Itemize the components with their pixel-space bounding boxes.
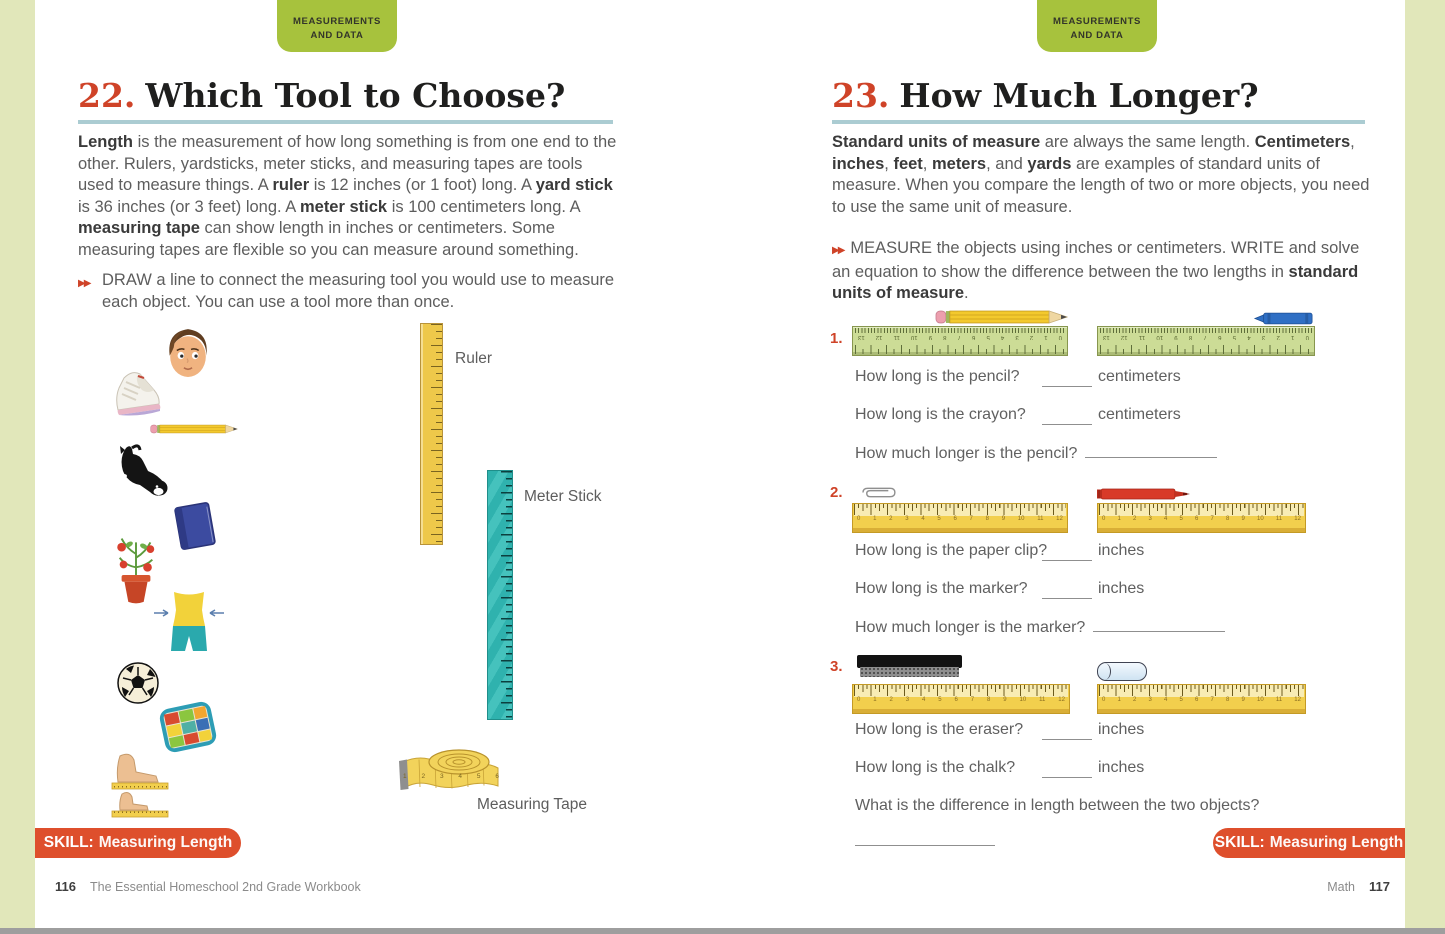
question-row xyxy=(855,618,1225,637)
question-label: How long is the chalk? xyxy=(855,759,1016,776)
pencil-to-measure xyxy=(935,309,1068,325)
page-number: 116 xyxy=(55,879,76,894)
question-row xyxy=(855,797,1259,815)
answer-blank xyxy=(1042,411,1092,425)
question-row xyxy=(855,406,1181,424)
title-underline xyxy=(832,120,1365,124)
unit-label: inches xyxy=(1098,721,1145,738)
question-label: How long is the crayon? xyxy=(855,406,1026,423)
question-label: How long is the paper clip? xyxy=(855,542,1048,559)
meter-stick-label: Meter Stick xyxy=(524,488,602,505)
pencil-illustration xyxy=(150,421,238,437)
question-row xyxy=(855,721,1145,739)
marker-to-measure xyxy=(1095,486,1191,502)
feet-on-rulers-illustration xyxy=(106,750,170,818)
question-label: How long is the marker? xyxy=(855,580,1028,597)
book-title: The Essential Homeschool 2nd Grade Workbook xyxy=(89,880,361,894)
tab-label-line2: AND DATA xyxy=(310,30,364,41)
skill-label: SKILL: xyxy=(1214,834,1265,851)
tab-label-line1: MEASUREMENTS xyxy=(293,15,381,27)
title-underline xyxy=(78,120,613,124)
lesson-title: How Much Longer? xyxy=(899,76,1259,115)
unit-label: inches xyxy=(1098,580,1145,597)
direction-arrow-icon: ▶▶ xyxy=(78,278,90,289)
unit-label: inches xyxy=(1098,542,1145,559)
answer-blank xyxy=(1042,585,1092,599)
waist-measure-illustration xyxy=(152,588,226,658)
soccer-ball-illustration xyxy=(116,661,160,705)
unit-label: inches xyxy=(1098,759,1145,776)
answer-blank xyxy=(1042,547,1092,561)
question-label: How much longer is the marker? xyxy=(855,619,1086,636)
ruler-label: Ruler xyxy=(455,350,493,367)
lesson-title: Which Tool to Choose? xyxy=(145,76,566,115)
paper-clip-to-measure xyxy=(857,485,899,500)
inch-ruler: 0 1 2 3 4 5 6 7 8 9 10 11 12 xyxy=(1097,503,1306,533)
chalk-to-measure xyxy=(1097,662,1147,681)
centimeter-ruler: 0 1 2 3 4 5 6 7 8 9 10 11 12 13 xyxy=(1097,326,1315,356)
question-row xyxy=(855,368,1181,386)
answer-blank xyxy=(1085,444,1217,458)
sneaker-illustration xyxy=(110,370,164,416)
skill-value: Measuring Length xyxy=(1269,834,1404,851)
tab-label-line2: AND DATA xyxy=(1070,30,1124,41)
chapter-tab-right xyxy=(1037,0,1157,52)
lesson-intro: Standard units of measure are always the same length. Centimeters, inches, feet, meters, and yards are examples of standard units of measure. When you compare the length of two or more objects, you need to use the same unit of measure. xyxy=(832,133,1370,216)
skill-badge xyxy=(35,828,241,858)
answer-blank xyxy=(1042,726,1092,740)
footer-right xyxy=(1240,879,1390,894)
question-label: How much longer is the pencil? xyxy=(855,445,1078,462)
crayon-to-measure xyxy=(1253,311,1315,326)
question-row xyxy=(855,580,1145,598)
problem-number: 3. xyxy=(830,658,843,675)
chapter-tab-left xyxy=(277,0,397,52)
direction-text: ▶▶ DRAW a line to connect the measuring tool you would use to measure each object. You can use a tool more than once. xyxy=(78,271,615,311)
page-number: 117 xyxy=(1369,879,1390,894)
question-row xyxy=(855,542,1145,560)
vertical-ruler-illustration xyxy=(420,323,443,545)
centimeter-ruler: 0 1 2 3 4 5 6 7 8 9 10 11 12 13 xyxy=(852,326,1068,356)
question-row xyxy=(855,444,1217,463)
measuring-tape-numbers: 1 2 3 4 5 6 xyxy=(403,773,499,780)
answer-blank xyxy=(1042,373,1092,387)
answer-blank xyxy=(1093,618,1225,632)
cat-illustration xyxy=(112,444,172,502)
inch-ruler: 0 1 2 3 4 5 6 7 8 9 10 11 12 xyxy=(852,503,1068,533)
meter-stick-illustration xyxy=(487,470,513,720)
section-label: Math xyxy=(1327,880,1356,894)
inch-ruler: 0 1 2 3 4 5 6 7 8 9 10 11 12 xyxy=(852,684,1070,714)
page-edge-left xyxy=(0,0,35,928)
lesson-number: 22. xyxy=(78,76,136,115)
lesson-number: 23. xyxy=(832,76,890,115)
inch-ruler: 0 1 2 3 4 5 6 7 8 9 10 11 12 xyxy=(1097,684,1306,714)
lesson-intro: Length is the measurement of how long something is from one end to the other. Rulers, yardsticks, meter sticks, and measuring tapes are tools used to measure things. A ruler is 12 inches (or 1 foot) long. A yard stick is 36 inches (or 3 feet) long. A meter stick is 100 centimeters long. A measuring tape can show length in inches or centimeters. Some measuring tapes are flexible so you can measure around something. xyxy=(78,133,617,259)
eraser-to-measure xyxy=(857,655,962,679)
page-title xyxy=(832,76,1259,115)
direction-arrow-icon: ▶▶ xyxy=(832,245,844,256)
skill-badge xyxy=(1213,828,1405,858)
measuring-tape-illustration xyxy=(397,747,503,793)
question-row xyxy=(855,759,1145,777)
question-label: How long is the eraser? xyxy=(855,721,1024,738)
answer-blank xyxy=(855,832,995,846)
boy-head-illustration xyxy=(162,324,214,380)
pillow-illustration xyxy=(155,698,221,756)
footer-left xyxy=(55,879,361,894)
skill-label: SKILL: xyxy=(43,834,94,851)
unit-label: centimeters xyxy=(1098,368,1181,385)
photo-bottom-edge xyxy=(0,928,1445,934)
measuring-tape-label: Measuring Tape xyxy=(477,796,588,813)
problem-number: 2. xyxy=(830,484,843,501)
question-label: What is the difference in length between the two objects? xyxy=(855,797,1260,814)
page-edge-right xyxy=(1405,0,1445,928)
direction-text: ▶▶ MEASURE the objects using inches or centimeters. WRITE and solve an equation to show the difference between the two lengths in standard units of measure. xyxy=(832,239,1360,302)
answer-blank xyxy=(1042,764,1092,778)
book-illustration xyxy=(172,501,218,551)
page-title xyxy=(78,76,565,115)
unit-label: centimeters xyxy=(1098,406,1181,423)
tab-label-line1: MEASUREMENTS xyxy=(1053,15,1141,27)
skill-value: Measuring Length xyxy=(98,834,233,851)
eraser-felt xyxy=(860,667,959,677)
question-label: How long is the pencil? xyxy=(855,368,1020,385)
problem-number: 1. xyxy=(830,330,843,347)
